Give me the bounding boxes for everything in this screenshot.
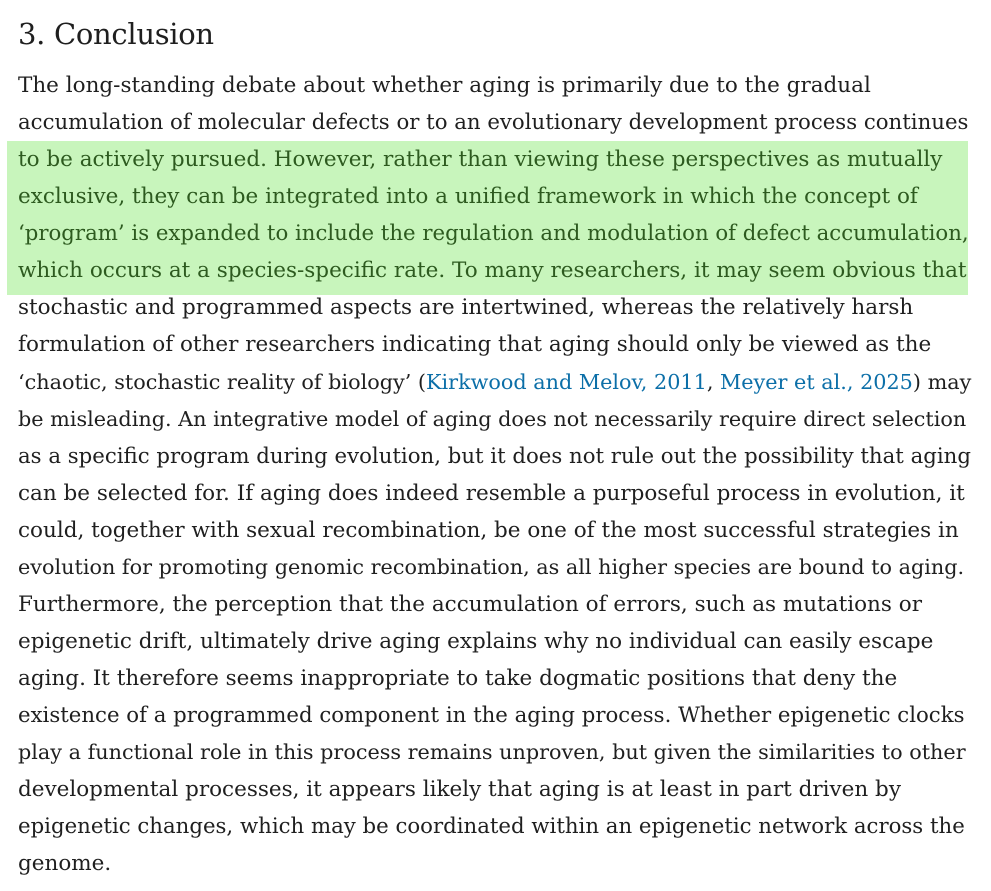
paragraph-line-17: aging. It therefore seems inappropriate to take dogmatic positions that deny the [18, 666, 898, 691]
paragraph-line-2: accumulation of molecular defects or to an evolutionary development process continues [18, 110, 969, 135]
paragraph-line-7: stochastic and programmed aspects are intertwined, whereas the relatively harsh [18, 295, 914, 320]
paragraph-line-15: Furthermore, the perception that the accumulation of errors, such as mutations or [18, 592, 922, 617]
citation-link-meyer[interactable]: Meyer et al., 2025 [720, 370, 913, 394]
highlighted-line-4: exclusive, they can be integrated into a unified framework in which the concept of [18, 184, 918, 209]
paragraph-line-19: play a functional role in this process remains unproven, but given the similarities to other [18, 740, 966, 764]
paragraph-line-11: as a specific program during evolution, but it does not rule out the possibility that aging [18, 444, 971, 469]
paragraph-line-10: be misleading. An integrative model of aging does not necessarily require direct selection [18, 407, 967, 431]
paragraph-line-13: could, together with sexual recombination, be one of the most successful strategies in [18, 518, 959, 543]
paragraph-line-1: The long-standing debate about whether aging is primarily due to the gradual [18, 73, 871, 98]
paragraph-line-22: genome. [18, 851, 112, 876]
citation-separator: , [706, 370, 721, 394]
paragraph-line-8: formulation of other researchers indicating that aging should only be viewed as the [18, 332, 932, 357]
paragraph-line-9 [18, 364, 971, 401]
highlighted-line-5: ‘program’ is expanded to include the regulation and modulation of defect accumulation, [18, 221, 969, 246]
citation-trail-text: ) may [912, 370, 972, 394]
highlighted-line-6: which occurs at a species-specific rate. To many researchers, it may seem obvious that [18, 258, 967, 283]
paragraph-line-14: evolution for promoting genomic recombination, as all higher species are bound to aging. [18, 555, 965, 579]
citation-lead-text: ‘chaotic, stochastic reality of biology’ ( [18, 370, 427, 394]
paragraph-line-12: can be selected for. If aging does indeed resemble a purposeful process in evolution, it [18, 481, 965, 506]
section-heading: 3. Conclusion [18, 17, 214, 51]
paragraph-line-18: existence of a programmed component in the aging process. Whether epigenetic clocks [18, 703, 965, 728]
highlighted-line-3: to be actively pursued. However, rather than viewing these perspectives as mutually [18, 147, 943, 172]
citation-link-kirkwood-melov[interactable]: Kirkwood and Melov, 2011 [426, 370, 707, 394]
paragraph-line-20: developmental processes, it appears likely that aging is at least in part driven by [18, 777, 901, 802]
paragraph-line-21: epigenetic changes, which may be coordinated within an epigenetic network across the [18, 814, 965, 839]
paragraph-line-16: epigenetic drift, ultimately drive aging explains why no individual can easily escape [18, 629, 934, 654]
